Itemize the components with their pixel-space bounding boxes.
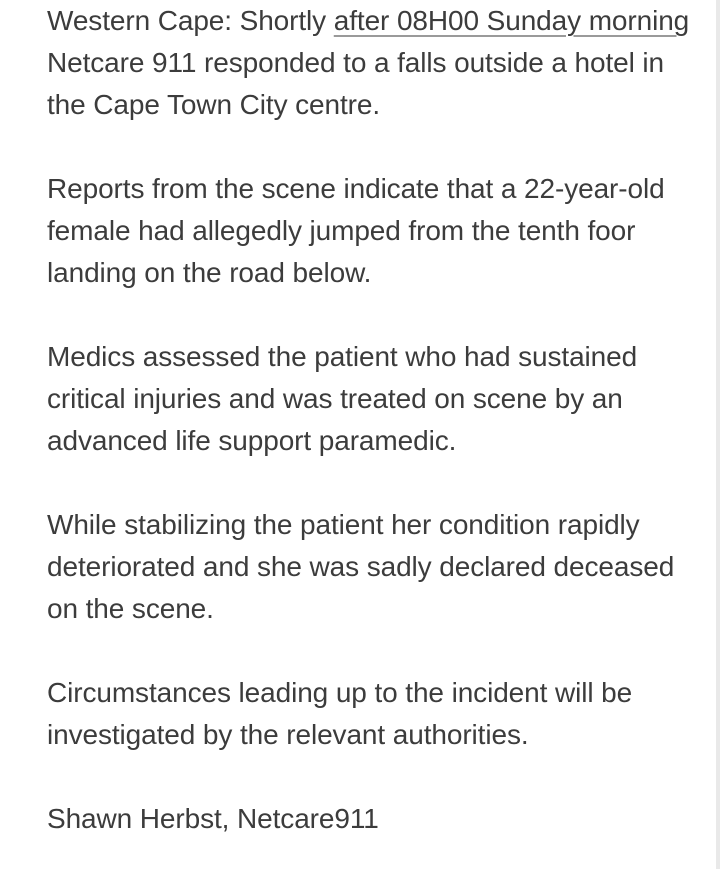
intro-rest-text: Netcare 911 responded to a falls outside a hotel in the Cape Town City centre. xyxy=(47,47,665,120)
scroll-edge xyxy=(716,0,720,869)
signature: Shawn Herbst, Netcare911 xyxy=(47,803,379,834)
paragraph-medics: Medics assessed the patient who had sustained critical injuries and was treated on scene by an advanced life support paramedic. xyxy=(47,341,638,456)
article-body xyxy=(47,0,697,882)
paragraph-condition: While stabilizing the patient her condition rapidly deteriorated and she was sadly declared deceased on the scene. xyxy=(47,509,675,624)
paragraph-scene-report: Reports from the scene indicate that a 22-year-old female had allegedly jumped from the tenth foor landing on the road below. xyxy=(47,173,665,288)
intro-lead-text: Western Cape: Shortly xyxy=(47,5,334,36)
paragraph-investigation: Circumstances leading up to the incident will be investigated by the relevant authorities. xyxy=(47,677,633,750)
paragraph-intro xyxy=(47,0,697,126)
time-link[interactable]: after 08H00 Sunday morning xyxy=(333,5,690,36)
